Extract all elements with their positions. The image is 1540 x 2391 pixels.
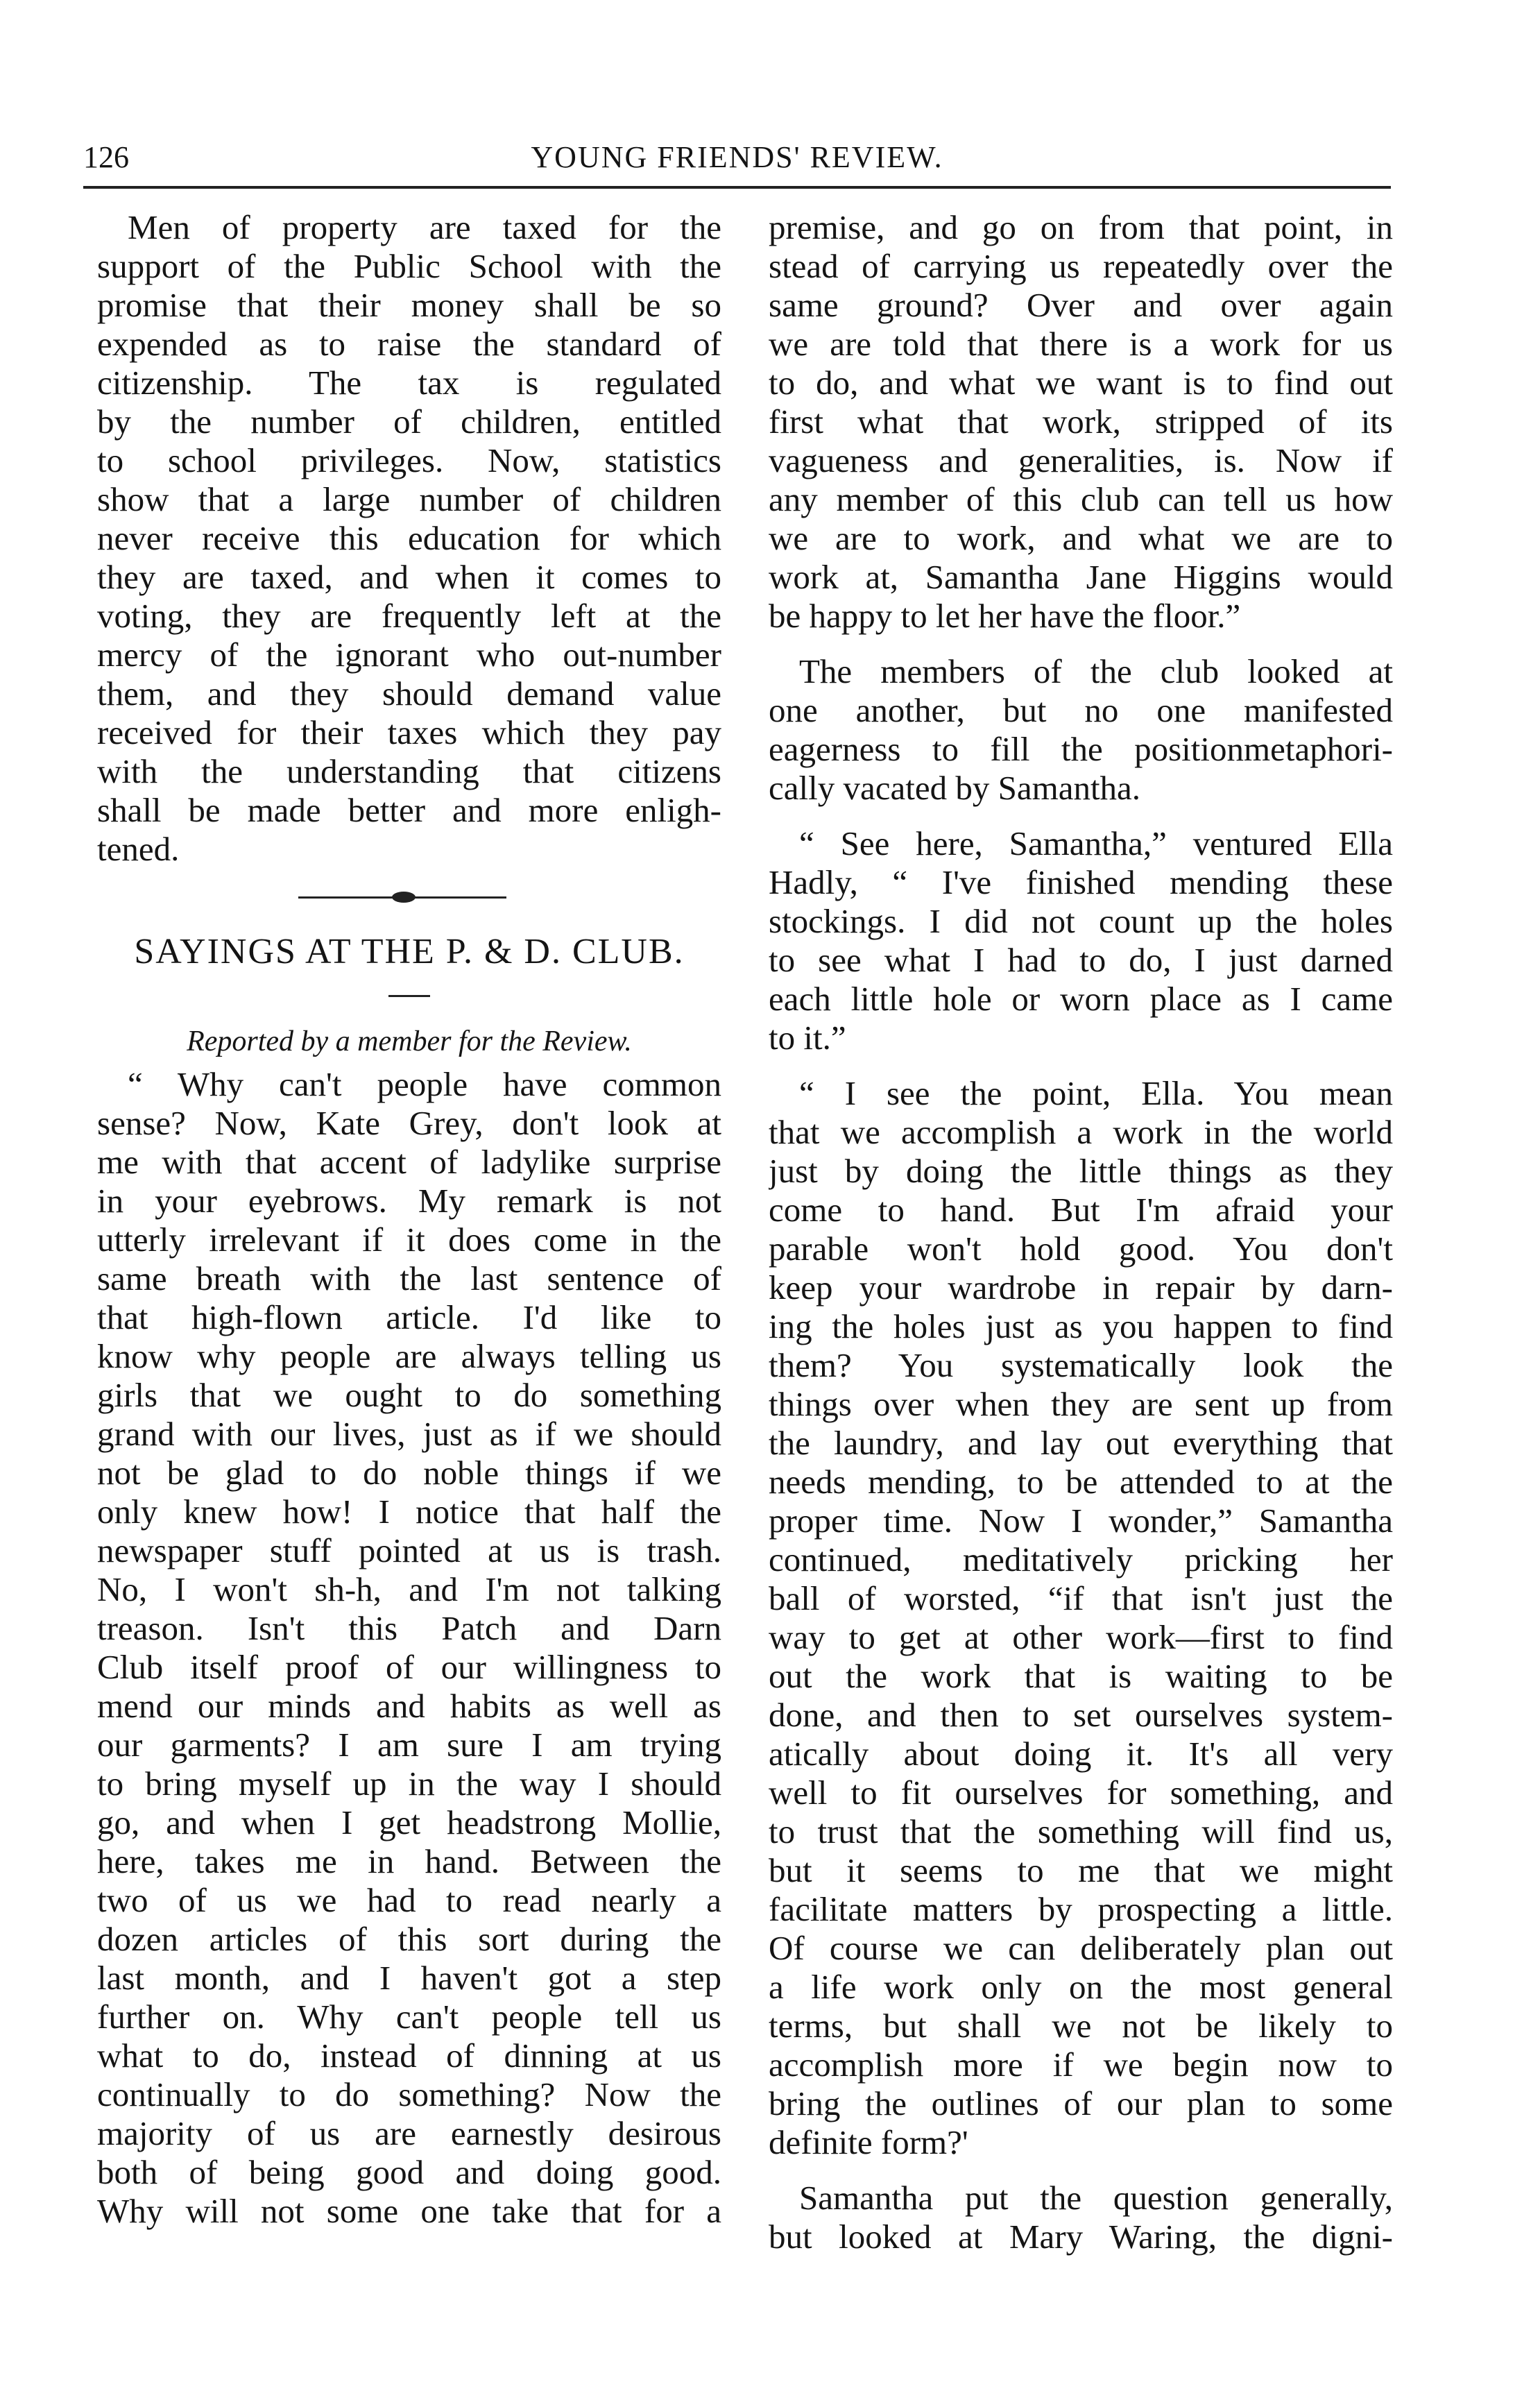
paragraph — [769, 2179, 1393, 2256]
text-line: “ See here, Samantha,” ventured Ella — [799, 824, 1393, 862]
text-line: same ground? Over and over again — [769, 286, 1393, 324]
section-divider-ornament — [97, 869, 721, 924]
intro-paragraph — [97, 208, 721, 869]
text-line: mercy of the ignorant who out-number — [97, 636, 721, 674]
text-line: mend our minds and habits as well as — [97, 1687, 721, 1725]
text-line: they are taxed, and when it comes to — [97, 558, 721, 596]
text-line: expended as to raise the standard of — [97, 325, 721, 363]
text-line: tened. — [97, 830, 180, 868]
text-line: treason. Isn't this Patch and Darn — [97, 1609, 721, 1647]
text-line: them, and they should demand value — [97, 674, 721, 713]
text-line: know why people are always telling us — [97, 1337, 721, 1375]
right-column — [769, 208, 1393, 2345]
text-line: one another, but no one manifested — [769, 691, 1393, 729]
text-line: but it seems to me that we might — [769, 1851, 1393, 1889]
text-line: sense? Now, Kate Grey, don't look at — [97, 1104, 721, 1142]
text-line: “ I see the point, Ella. You mean — [799, 1074, 1393, 1112]
text-line: that high-flown article. I'd like to — [97, 1298, 721, 1336]
text-line: dozen articles of this sort during the — [97, 1920, 721, 1958]
text-line: promise that their money shall be so — [97, 286, 721, 324]
text-line: them? You systematically look the — [769, 1346, 1393, 1384]
text-line: well to fit ourselves for something, and — [769, 1773, 1393, 1812]
page-header — [83, 133, 1391, 182]
text-line: eagerness to fill the positionmetaphori- — [769, 730, 1393, 768]
text-line: by the number of children, entitled — [97, 402, 721, 441]
text-line: Men of property are taxed for the — [128, 208, 721, 246]
text-line: parable won't hold good. You don't — [769, 1229, 1393, 1268]
paragraph — [769, 652, 1393, 808]
paragraph — [769, 824, 1393, 1057]
text-line: show that a large number of children — [97, 480, 721, 518]
text-line: to do, and what we want is to find out — [769, 364, 1393, 402]
header-rule — [83, 186, 1391, 189]
text-line: first what that work, stripped of its — [769, 402, 1393, 441]
text-line: stockings. I did not count up the holes — [769, 902, 1393, 940]
text-line: be happy to let her have the floor.” — [769, 597, 1241, 635]
text-line: what to do, instead of dinning at us — [97, 2036, 721, 2075]
text-line: premise, and go on from that point, in — [769, 208, 1393, 246]
text-line: our garments? I am sure I am trying — [97, 1726, 721, 1764]
text-line: facilitate matters by prospecting a little. — [769, 1890, 1393, 1928]
text-line: continued, meditatively pricking her — [769, 1540, 1393, 1579]
text-line: Of course we can deliberately plan out — [769, 1929, 1393, 1967]
section-title: SAYINGS AT THE P. & D. CLUB. — [134, 932, 685, 971]
text-line: further on. Why can't people tell us — [97, 1998, 721, 2036]
text-line: citizenship. The tax is regulated — [97, 364, 721, 402]
text-line: with the understanding that citizens — [97, 752, 721, 790]
text-line: definite form?' — [769, 2123, 968, 2161]
text-line: needs mending, to be attended to at the — [769, 1463, 1393, 1501]
text-line: we are told that there is a work for us — [769, 325, 1393, 363]
text-line: ing the holes just as you happen to find — [769, 1307, 1393, 1345]
text-line: “ Why can't people have common — [128, 1065, 721, 1103]
text-line: done, and then to set ourselves system- — [769, 1696, 1393, 1734]
text-line: Hadly, “ I've finished mending these — [769, 863, 1393, 901]
title-rule — [388, 995, 430, 997]
text-line: go, and when I get headstrong Mollie, — [97, 1803, 721, 1841]
text-line: newspaper stuff pointed at us is trash. — [97, 1531, 721, 1569]
text-line: way to get at other work—first to find — [769, 1618, 1393, 1656]
text-line: shall be made better and more enligh- — [97, 791, 721, 829]
page-number: 126 — [83, 140, 129, 174]
text-line: grand with our lives, just as if we should — [97, 1415, 721, 1453]
text-line: Club itself proof of our willingness to — [97, 1648, 721, 1686]
text-line: to bring myself up in the way I should — [97, 1764, 721, 1803]
text-line: girls that we ought to do something — [97, 1376, 721, 1414]
text-line: continually to do something? Now the — [97, 2075, 721, 2113]
text-line: Samantha put the question generally, — [799, 2179, 1393, 2217]
text-line: bring the outlines of our plan to some — [769, 2084, 1393, 2122]
text-line: each little hole or worn place as I came — [769, 980, 1393, 1018]
text-line: never receive this education for which — [97, 519, 721, 557]
text-line: Why will not some one take that for a — [97, 2192, 721, 2230]
text-line: to see what I had to do, I just darned — [769, 941, 1393, 979]
text-line: just by doing the little things as they — [769, 1152, 1393, 1190]
running-title: YOUNG FRIENDS' REVIEW. — [531, 140, 943, 174]
text-line: voting, they are frequently left at the — [97, 597, 721, 635]
text-line: in your eyebrows. My remark is not — [97, 1182, 721, 1220]
text-line: work at, Samantha Jane Higgins would — [769, 558, 1393, 596]
text-line: keep your wardrobe in repair by darn- — [769, 1268, 1393, 1307]
text-line: to trust that the something will find us, — [769, 1812, 1393, 1850]
text-line: the laundry, and lay out everything that — [769, 1424, 1393, 1462]
divider-ornament-icon — [392, 892, 416, 903]
text-line: we are to work, and what we are to — [769, 519, 1393, 557]
text-line: atically about doing it. It's all very — [769, 1735, 1393, 1773]
text-line: to school privileges. Now, statistics — [97, 441, 721, 479]
text-line: to it.” — [769, 1019, 846, 1057]
text-line: that we accomplish a work in the world — [769, 1113, 1393, 1151]
text-line: here, takes me in hand. Between the — [97, 1842, 721, 1880]
text-line: vagueness and generalities, is. Now if — [769, 441, 1393, 479]
text-line: but looked at Mary Waring, the digni- — [769, 2218, 1393, 2256]
text-line: two of us we had to read nearly a — [97, 1881, 721, 1919]
left-column — [97, 208, 721, 2345]
text-line: received for their taxes which they pay — [97, 713, 721, 751]
text-line: out the work that is waiting to be — [769, 1657, 1393, 1695]
text-line: any member of this club can tell us how — [769, 480, 1393, 518]
text-line: not be glad to do noble things if we — [97, 1454, 721, 1492]
text-line: majority of us are earnestly desirous — [97, 2114, 721, 2152]
text-line: support of the Public School with the — [97, 247, 721, 285]
text-line: stead of carrying us repeatedly over the — [769, 247, 1393, 285]
text-line: things over when they are sent up from — [769, 1385, 1393, 1423]
byline: Reported by a member for the Review. — [187, 1026, 632, 1057]
paragraph-continued — [769, 208, 1393, 636]
text-line: me with that accent of ladylike surprise — [97, 1143, 721, 1181]
text-line: accomplish more if we begin now to — [769, 2045, 1393, 2084]
text-line: ball of worsted, “if that isn't just the — [769, 1579, 1393, 1617]
text-line: last month, and I haven't got a step — [97, 1959, 721, 1997]
article-body — [97, 1065, 721, 2231]
text-line: terms, but shall we not be likely to — [769, 2007, 1393, 2045]
text-line: only knew how! I notice that half the — [97, 1492, 721, 1531]
text-line: both of being good and doing good. — [97, 2153, 721, 2191]
text-line: The members of the club looked at — [799, 652, 1393, 690]
text-line: come to hand. But I'm afraid your — [769, 1191, 1393, 1229]
text-line: No, I won't sh-h, and I'm not talking — [97, 1570, 721, 1608]
paragraph — [769, 1074, 1393, 2162]
text-line: utterly irrelevant if it does come in the — [97, 1220, 721, 1259]
text-line: a life work only on the most general — [769, 1968, 1393, 2006]
text-line: proper time. Now I wonder,” Samantha — [769, 1501, 1393, 1540]
text-line: cally vacated by Samantha. — [769, 769, 1141, 807]
text-line: same breath with the last sentence of — [97, 1259, 721, 1297]
